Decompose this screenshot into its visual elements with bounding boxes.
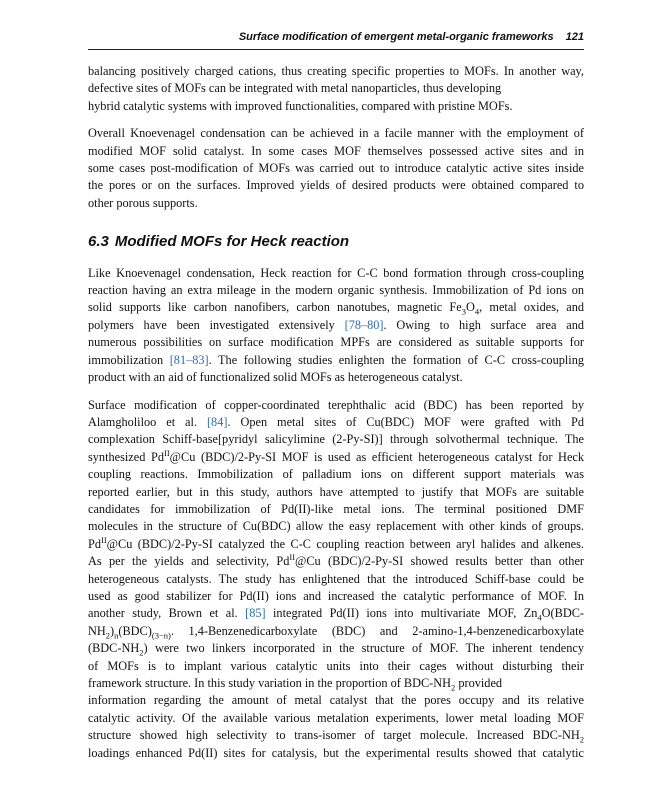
running-head	[88, 31, 584, 43]
text-line: reported earlier, but in this study, authors have attempted to justify that MOFs are suitable	[88, 484, 584, 499]
text-line: coupling reactions. Immobilization of palladium ions on different support materials was	[88, 467, 584, 482]
text-line: defective sites of MOFs can be integrated with metal nanoparticles, thus developing	[88, 81, 502, 96]
text-line: framework structure. In this study variation in the proportion of BDC-$NH_2$ provided	[88, 676, 503, 693]
text-line: Alamgholiloo et al. [84]. Open metal sites of Cu(BDC) MOF were grafted with Pd	[88, 414, 584, 429]
header-rule	[88, 49, 584, 50]
section-number: 6.3	[88, 233, 109, 251]
citation-link[interactable]: [85]	[245, 606, 266, 621]
section-title: Modified MOFs for Heck reaction	[114, 233, 350, 251]
text-line: immobilization [81–83]. The following studies enlighten the formation of C-C cross-coupling	[88, 352, 585, 367]
paragraph-heck-intro	[88, 265, 584, 387]
text-line: numerous possibilities on surface modification MPFs are considered as suitable supports for	[88, 335, 584, 350]
paragraph-knoevenagel-summary	[88, 125, 584, 212]
citation-link[interactable]: [78–80]	[344, 317, 384, 332]
text-line: Overall Knoevenagel condensation can be achieved in a facile manner with the employment of	[88, 126, 584, 141]
text-line: Like Knoevenagel condensation, Heck reaction for C-C bond formation through cross-coupling	[88, 265, 584, 280]
text-line: $(BDC-NH_2)$ were two linkers incorporated in the structure of MOF. The inherent tendency	[88, 641, 584, 658]
running-head-title: Surface modification of emergent metal-organic frameworks	[238, 31, 554, 43]
text-line: modified MOF solid catalyst. In some cases MOF themselves possessed active sites and in	[88, 143, 584, 158]
text-line: product with an aid of functionalized solid MOFs as heterogeneous catalyst.	[88, 370, 463, 385]
text-line: $NH_2)_n(BDC)_{(3-n)}$. 1,4-Benzenedicarboxylate (BDC) and 2-amino-1,4-benzenedicarboxylate	[88, 623, 584, 641]
text-line: structure showed high selectivity to trans-isomer of target molecule. Increased BDC-$NH_2$	[88, 728, 584, 745]
text-line: reaction having an extra mileage in the modern organic synthesis. Immobilization of Pd ions on	[88, 283, 584, 298]
text-line: information regarding the amount of metal catalyst that the pores occupy and its relative	[88, 693, 584, 708]
citation-link[interactable]: [84]	[206, 414, 228, 429]
paragraph-cu-bdc-study	[88, 397, 584, 763]
text-line: heterogeneous catalysts. The study has enlightened that the introduced Schiff-base could be	[88, 571, 584, 586]
citation-link[interactable]: [81–83]	[169, 352, 209, 367]
text-line: Surface modification of copper-coordinated terephthalic acid (BDC) has been reported by	[88, 397, 584, 412]
text-line: loadings enhanced Pd(II) sites for catalysis, but the experimental results showed that catalytic	[88, 745, 584, 760]
text-line: candidates for immobilization of Pd(II)-like metal ions. The terminal positioned DMF	[88, 501, 584, 516]
text-line: balancing positively charged cations, thus creating specific properties to MOFs. In another way,	[88, 64, 584, 78]
text-line: of MOFs is to implant various catalytic units into their cages without disturbing their	[88, 658, 584, 673]
text-line: $Pd^{II}@Cu$ (BDC)/2-Py-SI catalyzed the C-C coupling reaction between aryl halides and alkenes.	[88, 534, 584, 551]
text-line: the pores or on the surfaces. Improved yields of desired products were obtained compared to	[88, 178, 584, 193]
page-number: 121	[565, 31, 584, 43]
text-line: complexation Schiff-base[pyridyl salicylimine (2-Py-SI)] through solvothermal technique. The	[88, 432, 584, 447]
text-line: another study, Brown et al. [85] integrated Pd(II) ions into multivariate MOF, $Zn_4O(BDC-$	[88, 606, 585, 623]
text-line: catalytic activity. Of the available various metalation experiments, lower metal loading MOF	[88, 710, 584, 725]
body-text	[88, 63, 584, 772]
paragraph-continued	[88, 63, 584, 115]
text-line: synthesized $Pd^{II}@Cu$ (BDC)/2-Py-SI MOF is used as efficient heterogeneous catalyst for Heck	[88, 447, 585, 464]
text-line: polymers have been investigated extensively [78–80]. Owing to high surface area and	[88, 317, 584, 332]
text-line: As per the yields and selectivity, $Pd^{II}@Cu$ (BDC)/2-Py-SI showed results better than other	[88, 552, 584, 569]
text-line: used as good stabilizer for Pd(II) ions and increased the catalytic performance of MOF. In	[88, 588, 584, 603]
section-heading	[88, 233, 584, 250]
text-line: some cases post-modification of MOFs was carried out to introduce catalytic active sites inside	[88, 161, 584, 176]
text-line: molecules in the structure of Cu(BDC) allow the easy replacement with other kinds of groups.	[88, 519, 584, 534]
text-line: other porous supports.	[88, 195, 198, 210]
text-line: hybrid catalytic systems with improved functionalities, compared with pristine MOFs.	[88, 98, 513, 113]
text-line: solid supports like carbon nanofibers, carbon nanotubes, magnetic $Fe_3O_4$, metal oxides, and	[88, 300, 585, 317]
